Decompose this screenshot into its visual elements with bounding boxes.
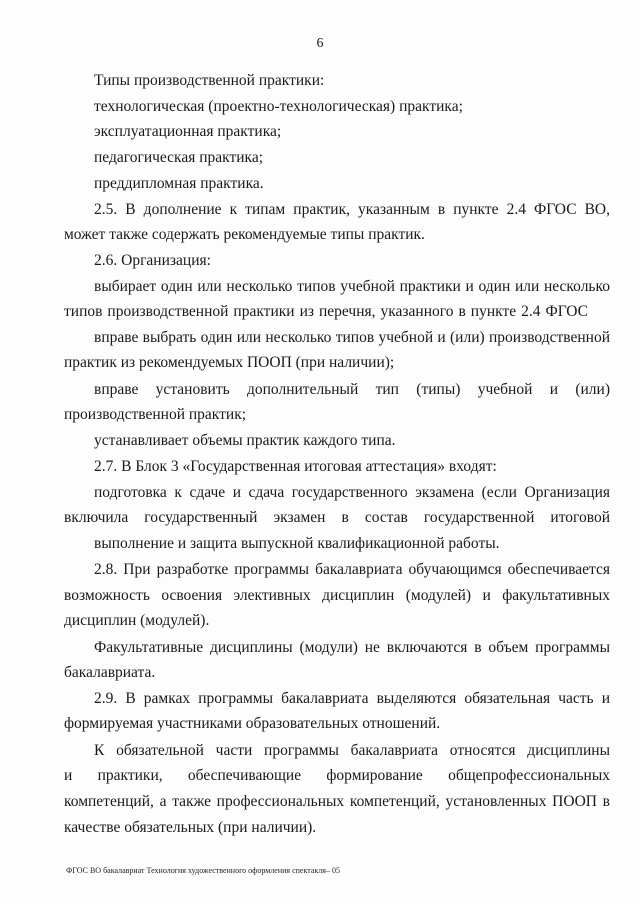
text-line: вправе выбрать один или несколько типов учебной и (или) производственной: [94, 329, 610, 346]
text-line: выполнение и защита выпускной квалификационной работы.: [94, 535, 500, 552]
text-line: типов производственной практики из перечня, указанного в пункте 2.4 ФГОС: [64, 303, 588, 320]
text-line: К обязательной части программы бакалавриата относятся дисциплины: [94, 742, 610, 759]
text-line: эксплуатационная практика;: [94, 123, 282, 140]
text-line: педагогическая практика;: [94, 149, 264, 166]
text-line: Типы производственной практики:: [94, 72, 325, 89]
text-line: 2.5. В дополнение к типам практик, указанным в пункте 2.4 ФГОС ВО,: [94, 201, 610, 218]
text-line: включила государственный экзамен в состав государственной итоговой: [64, 509, 610, 526]
text-line: технологическая (проектно-технологическая) практика;: [94, 98, 463, 115]
text-line: возможность освоения элективных дисциплин (модулей) и факультативных: [64, 587, 610, 604]
text-line: Факультативные дисциплины (модули) не включаются в объем программы: [94, 639, 610, 656]
text-line: практик из рекомендуемых ПООП (при наличии);: [64, 354, 395, 371]
text-line: дисциплин (модулей).: [64, 612, 210, 629]
text-line: может также содержать рекомендуемые типы практик.: [64, 226, 425, 243]
text-line: производственной практик;: [64, 406, 247, 423]
text-line: 2.6. Организация:: [94, 252, 211, 269]
text-line: преддипломная практика.: [94, 175, 264, 192]
text-line: компетенций, а также профессиональных компетенций, установленных ПООП в: [64, 793, 610, 810]
text-line: подготовка к сдаче и сдача государственного экзамена (если Организация: [94, 484, 610, 501]
text-line: и практики, обеспечивающие формирование общепрофессиональных: [64, 767, 610, 784]
page-number: 6: [316, 36, 324, 51]
text-line: качестве обязательных (при наличии).: [64, 819, 317, 836]
text-line: формируемая участниками образовательных отношений.: [64, 715, 441, 732]
text-line: 2.8. При разработке программы бакалавриата обучающимся обеспечивается: [94, 561, 610, 578]
text-line: 2.7. В Блок 3 «Государственная итоговая аттестация» входят:: [94, 458, 497, 475]
text-line: бакалавриата.: [64, 664, 156, 681]
text-line: выбирает один или несколько типов учебной практики и один или несколько: [94, 278, 610, 295]
text-line: 2.9. В рамках программы бакалавриата выделяются обязательная часть и: [94, 690, 610, 707]
text-line: вправе установить дополнительный тип (типы) учебной и (или): [94, 381, 610, 398]
page-footer: ФГОС ВО бакалавриат Технология художественного оформления спектакля– 05: [66, 866, 340, 875]
text-line: устанавливает объемы практик каждого типа.: [94, 432, 396, 449]
